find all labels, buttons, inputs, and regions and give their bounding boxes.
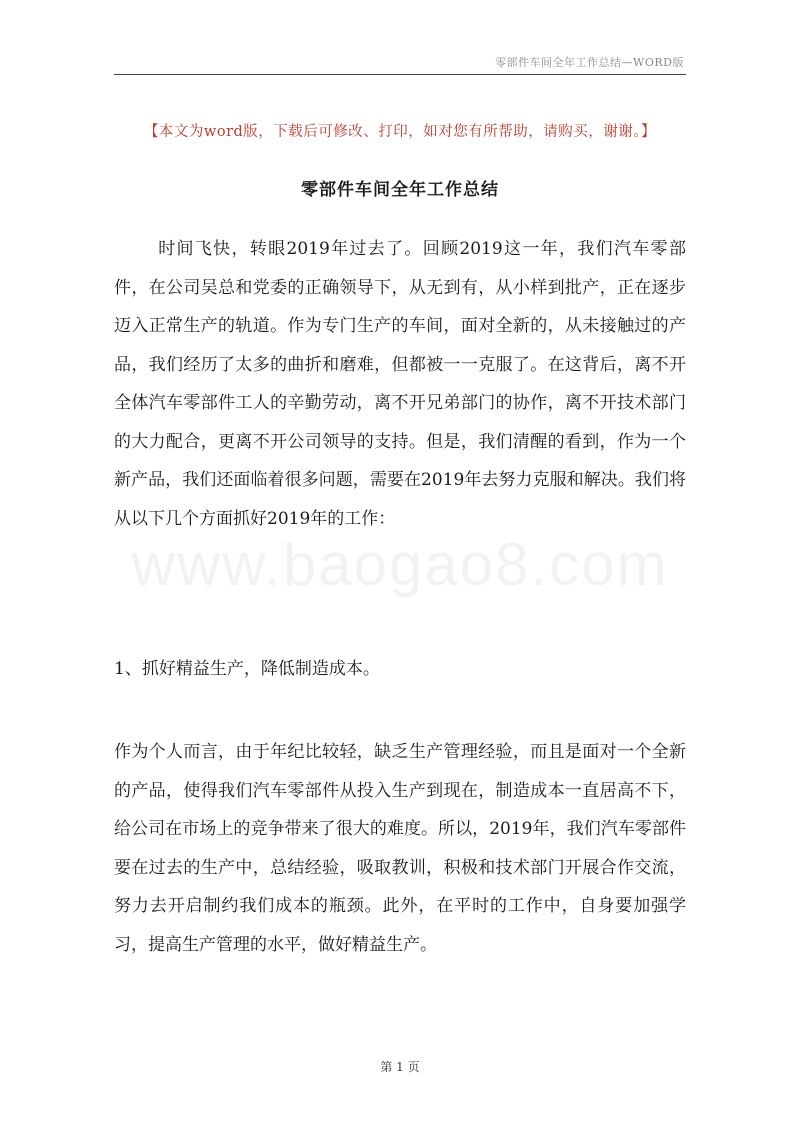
- download-notice: 【本文为word版，下载后可修改、打印，如对您有所帮助，请购买，谢谢。】: [143, 124, 657, 140]
- watermark: www.baogao8.com: [131, 531, 669, 598]
- header-divider: [114, 74, 686, 75]
- running-header: 零部件车间全年工作总结—WORD版: [495, 56, 684, 69]
- document-title: 零部件车间全年工作总结: [301, 180, 499, 200]
- page-number: 第 1 页: [380, 1060, 420, 1074]
- intro-paragraph: 时间飞快，转眼2019年过去了。回顾2019这一年，我们汽车零部件，在公司吴总和党委的正确领导下，从无到有，从小样到批产，正在逐步迈入正常生产的轨道。作为专门生产的车间，面对全新的，从未接触过的产品，我们经历了太多的曲折和磨难，但都被一一克服了。在这背后，离不开全体汽车零部件工人的辛勤劳动，离不开兄弟部门的协作，离不开技术部门的大力配合，更离不开公司领导的支持。但是，我们清醒的看到，作为一个新产品，我们还面临着很多问题，需要在2019年去努力克服和解决。我们将从以下几个方面抓好2019年的工作：: [114, 239, 686, 529]
- section-paragraph: 作为个人而言，由于年纪比较轻，缺乏生产管理经验，而且是面对一个全新的产品，使得我们汽车零部件从投入生产到现在，制造成本一直居高不下，给公司在市场上的竞争带来了很大的难度。所以，2019年，我们汽车零部件要在过去的生产中，总结经验，吸取教训，积极和技术部门开展合作交流，努力去开启制约我们成本的瓶颈。此外，在平时的工作中，自身要加强学习，提高生产管理的水平，做好精益生产。: [114, 742, 686, 955]
- section-heading: 1、抓好精益生产，降低制造成本。: [114, 659, 380, 679]
